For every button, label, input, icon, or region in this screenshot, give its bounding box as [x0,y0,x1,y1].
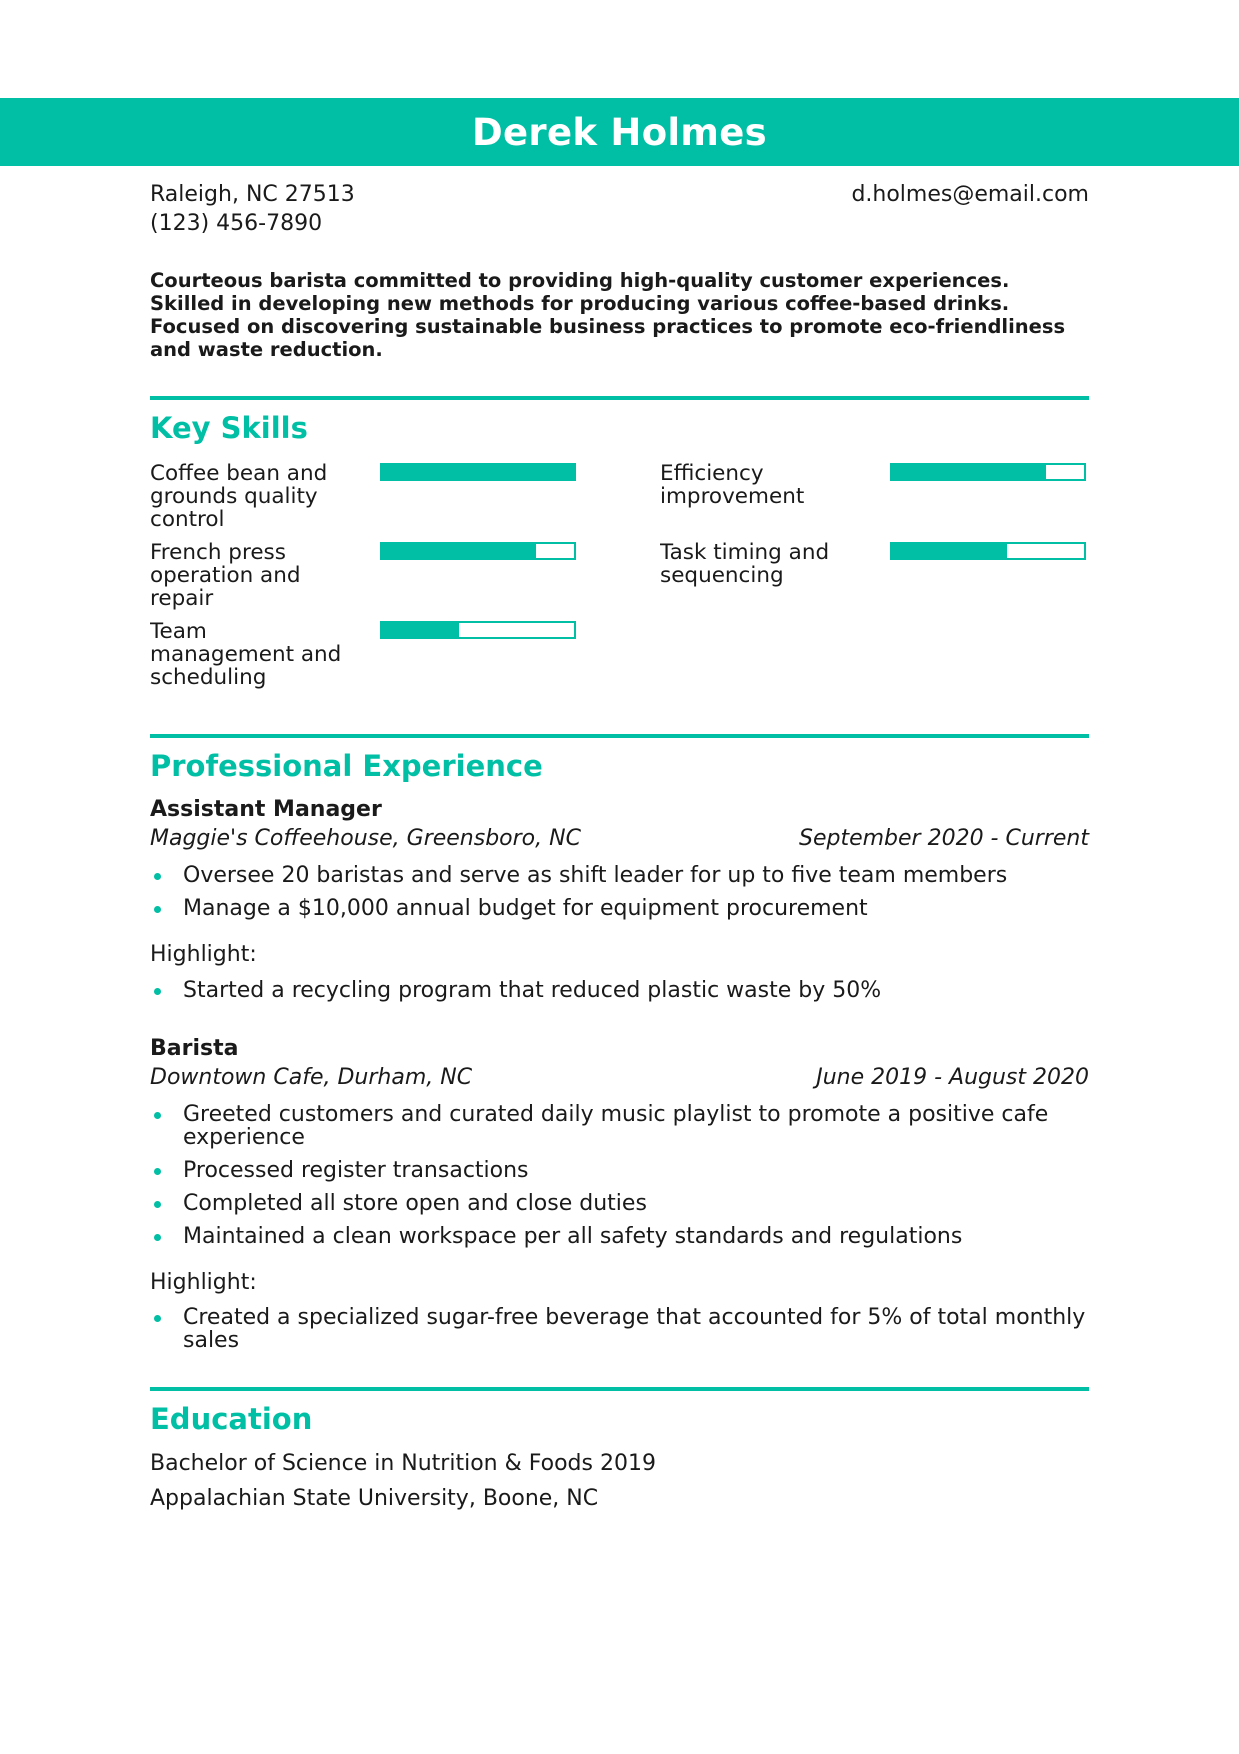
section-divider [150,396,1089,400]
education-section-title: Education [150,1402,313,1436]
skills-section-title: Key Skills [150,411,308,445]
job-title: Assistant Manager [150,797,382,822]
job-company: Downtown Cafe, Durham, NC [150,1065,473,1090]
job-title: Barista [150,1036,239,1061]
contact-phone: (123) 456-7890 [150,211,323,236]
candidate-name: Derek Holmes [472,110,767,154]
list-item: Maintained a clean workspace per all safety standards and regulations [150,1225,1089,1248]
skill-label: Team management and scheduling [150,620,342,689]
skill-bar-fill [382,465,574,479]
job-company: Maggie's Coffeehouse, Greensboro, NC [150,826,581,851]
skill-bar [380,463,576,481]
list-item: Completed all store open and close duties [150,1192,1089,1215]
skill-label: Coffee bean and grounds quality control [150,462,328,531]
list-item: Created a specialized sugar-free beverage that accounted for 5% of total monthly sales [150,1306,1089,1352]
contact-email[interactable]: d.holmes@email.com [851,182,1089,207]
skill-bar [380,542,576,560]
job-meta [150,1065,1089,1090]
skill-bar-fill [382,544,536,558]
job-duties-list [150,1103,1089,1258]
highlights-list [150,979,1089,1012]
job-dates: September 2020 - Current [798,826,1089,851]
skill-bar-fill [382,623,459,637]
highlight-label: Highlight: [150,942,257,967]
skill-bar [890,463,1086,481]
skill-bar-fill [892,544,1007,558]
contact-block [150,180,1089,238]
professional-summary: Courteous barista committed to providing high-quality customer experiences. Skilled in developing new methods for producing various coffee-based drinks. Focused on discovering sustainable business practices to promote eco-friendliness and waste reduction. [150,269,1066,361]
job-duties-list [150,864,1089,930]
list-item: Greeted customers and curated daily music playlist to promote a positive cafe experience [150,1103,1089,1149]
highlight-label: Highlight: [150,1270,257,1295]
highlights-list [150,1306,1089,1362]
list-item: Started a recycling program that reduced plastic waste by 50% [150,979,1089,1002]
education-school: Appalachian State University, Boone, NC [150,1486,599,1511]
education-degree: Bachelor of Science in Nutrition & Foods 2019 [150,1451,656,1476]
list-item: Manage a $10,000 annual budget for equipment procurement [150,897,1089,920]
list-item: Oversee 20 baristas and serve as shift leader for up to five team members [150,864,1089,887]
skill-label: Efficiency improvement [660,462,805,508]
skill-bar [380,621,576,639]
name-banner [0,98,1239,166]
skill-label: Task timing and sequencing [660,541,830,587]
job-meta [150,826,1089,851]
contact-address: Raleigh, NC 27513 [150,182,355,207]
section-divider [150,734,1089,738]
job-dates: June 2019 - August 2020 [816,1065,1089,1090]
list-item: Processed register transactions [150,1159,1089,1182]
skill-bar [890,542,1086,560]
skill-bar-fill [892,465,1046,479]
section-divider [150,1387,1089,1391]
experience-section-title: Professional Experience [150,749,543,783]
skill-label: French press operation and repair [150,541,301,610]
